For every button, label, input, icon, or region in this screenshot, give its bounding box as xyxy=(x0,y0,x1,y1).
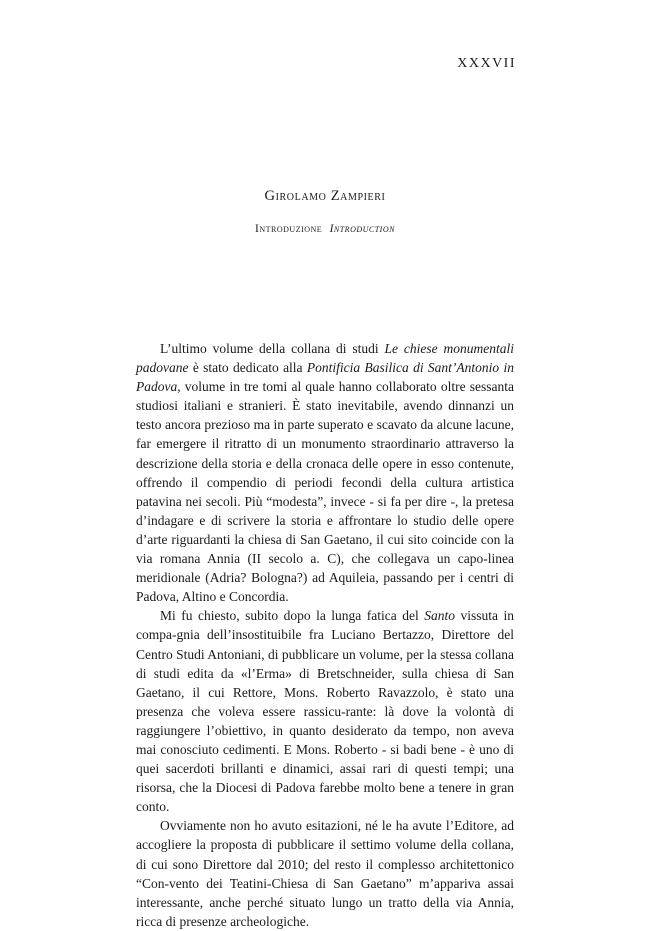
author-name: Girolamo Zampieri xyxy=(264,188,386,204)
heading-italian: Introduzione xyxy=(255,223,323,235)
body-text xyxy=(136,339,514,931)
santo-title: Santo xyxy=(424,608,455,624)
paragraph-2-text-a: Mi fu chiesto, subito dopo la lunga fatica del xyxy=(160,608,425,624)
paragraph-1-text-e: , volume in tre tomi al quale hanno collaborato oltre sessanta studiosi italiani e stranieri. È stato inevitabile, avendo dinnanzi un testo ancora prezioso ma in parte superato e scavato da alcune lacune, far emergere il ritratto di un monumento straordinario attraverso la descrizione della storia e della cronaca delle opere in esso contenute, offrendo il compendio di periodi fecondi della cultura artistica patavina nei secoli. Più “modesta”, invece - si fa per dire -, la pretesa d’indagare e di scrivere la storia e affrontare lo studio delle opere d’arte riguardanti la chiesa di San Gaetano, il cui sito coincide con la via romana Annia (II secolo a. C), che collegava un capo-linea meridionale (Adria? Bologna?) ad Aquileia, passando per i centri di Padova, Altino e Concordia. xyxy=(136,379,514,605)
section-heading xyxy=(0,223,650,235)
paragraph-2-text-c: vissuta in compa-gnia dell’insostituibile fra Luciano Bertazzo, Direttore del Centro Studi Antoniani, di pubblicare un volume, per la stessa collana di studi edita da «l’Erma» di Bretschneider, sulla chiesa di San Gaetano, il cui Rettore, Mons. Roberto Ravazzolo, è stato una presenza che voleva essere rassicu-rante: là dove la volontà di raggiungere l’obiettivo, in quanto desiderato da tempo, non aveva mai conosciuto cedimenti. E Mons. Roberto - si badi bene - è uno di quei sacerdoti brillanti e dinamici, assai rari di questi tempi; una risorsa, che la Diocesi di Padova farebbe molto bene a tenere in gran conto. xyxy=(136,608,514,815)
paragraph-1 xyxy=(136,339,514,606)
series-title: Le chiese monumentali padovane xyxy=(136,341,515,376)
heading-english: Introduction xyxy=(329,223,395,235)
paragraph-2 xyxy=(136,606,514,816)
basilica-title: Pontificia Basilica di Sant’Antonio in Padova xyxy=(136,360,515,395)
paragraph-1-text-a: L’ultimo volume della collana di studi xyxy=(160,341,385,356)
page-number: XXXVII xyxy=(457,56,516,71)
paragraph-1-text-c: è stato dedicato alla xyxy=(188,360,307,376)
paragraph-3: Ovviamente non ho avuto esitazioni, né le ha avute l’Editore, ad accogliere la proposta di pubblicare il settimo volume della collana, di cui sono Direttore dal 2010; del resto il complesso architettonico “Con-vento dei Teatini-Chiesa di San Gaetano” m’appariva assai interessante, anche perché situato lungo un tratto della via Annia, ricca di presenze archeologiche. xyxy=(136,818,514,929)
